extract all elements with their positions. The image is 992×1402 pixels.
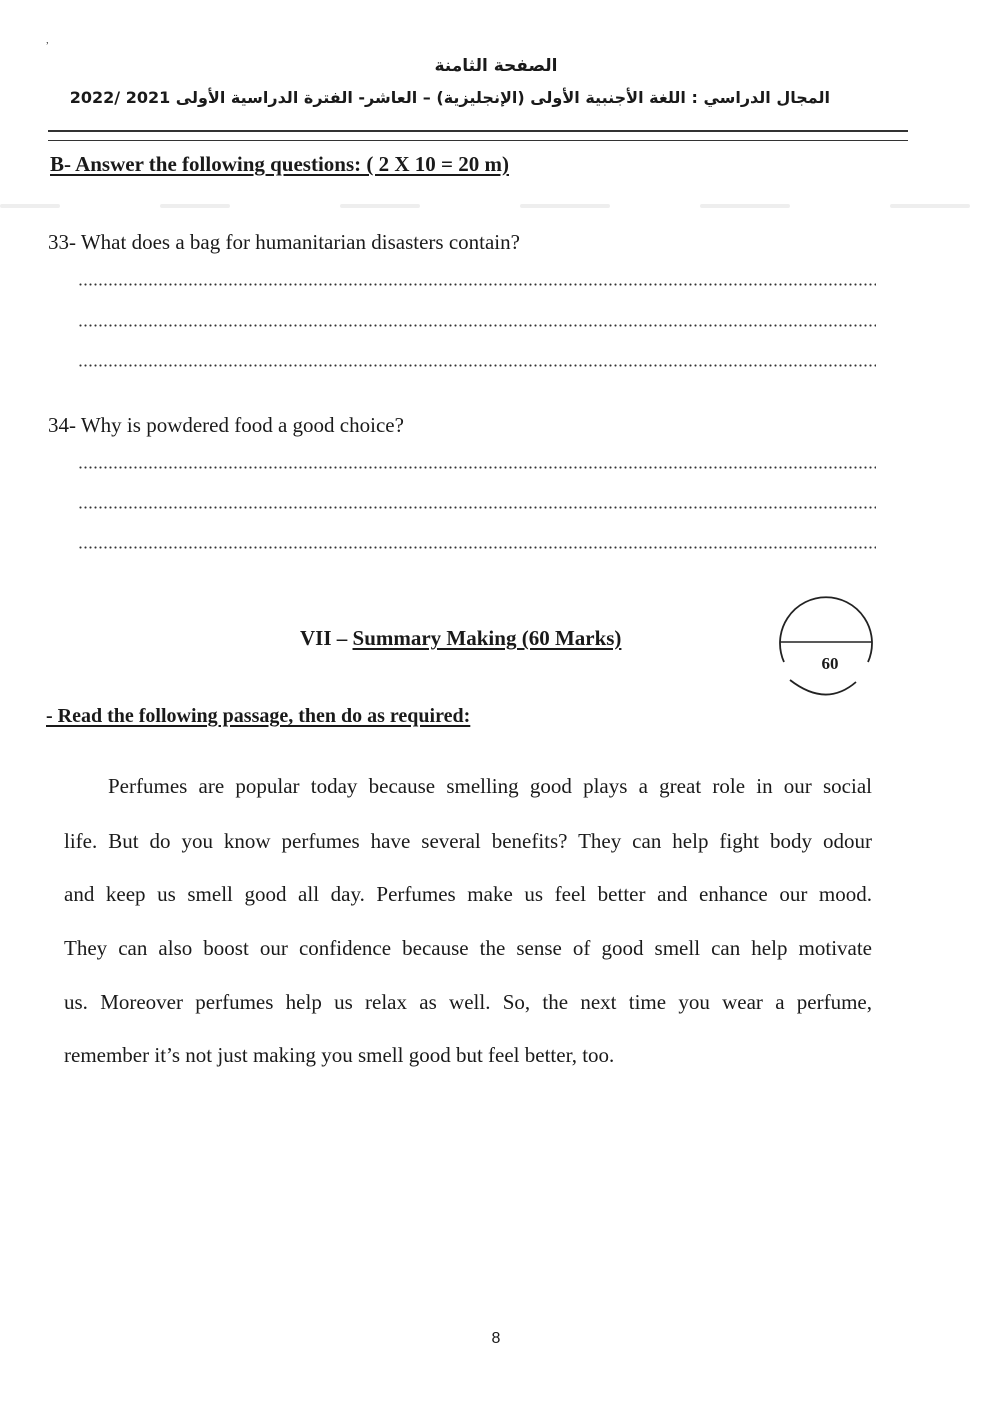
passage-line: Perfumes are popular today because smelling good plays a great role in our social bbox=[108, 774, 872, 798]
answer-line[interactable] bbox=[78, 364, 876, 367]
summary-heading bbox=[300, 626, 621, 651]
marks-score: 60 bbox=[821, 654, 839, 673]
faint-bleed-through bbox=[0, 200, 992, 212]
section-b-heading: B- Answer the following questions: ( 2 X 10 = 20 m) bbox=[50, 152, 510, 176]
answer-line[interactable] bbox=[78, 324, 876, 327]
marks-circle bbox=[776, 596, 876, 700]
passage-line: and keep us smell good all day. Perfumes make us feel better and enhance our mood. bbox=[64, 882, 872, 906]
header-divider-bottom bbox=[48, 140, 908, 141]
passage-line: us. Moreover perfumes help us relax as well. So, the next time you wear a perfume, bbox=[64, 990, 872, 1014]
passage-line: life. But do you know perfumes have several benefits? They can help fight body odour bbox=[64, 829, 872, 853]
corner-mark: , bbox=[46, 34, 49, 46]
question-33: 33- What does a bag for humanitarian disasters contain? bbox=[48, 230, 520, 254]
page-number: 8 bbox=[491, 1330, 501, 1347]
question-34: 34- Why is powdered food a good choice? bbox=[48, 413, 404, 437]
passage-instruction: - Read the following passage, then do as required: bbox=[46, 705, 471, 727]
passage-line: They can also boost our confidence because the sense of good smell can help motivate bbox=[64, 936, 872, 960]
passage-line: remember it’s not just making you smell good but feel better, too. bbox=[64, 1043, 615, 1067]
answer-line[interactable] bbox=[78, 466, 876, 469]
header-divider-top bbox=[48, 130, 908, 132]
summary-heading-prefix: VII – bbox=[300, 626, 353, 650]
summary-heading-title: Summary Making (60 Marks) bbox=[352, 626, 622, 650]
page-title: الصفحة الثامنة bbox=[434, 56, 558, 76]
answer-line[interactable] bbox=[78, 546, 876, 549]
subject-line: المجال الدراسي : اللغة الأجنبية الأولى (الإنجليزية) – العاشر- الفترة الدراسية الأولى 2021 /2022 bbox=[69, 88, 830, 107]
answer-line[interactable] bbox=[78, 283, 876, 286]
answer-line[interactable] bbox=[78, 506, 876, 509]
